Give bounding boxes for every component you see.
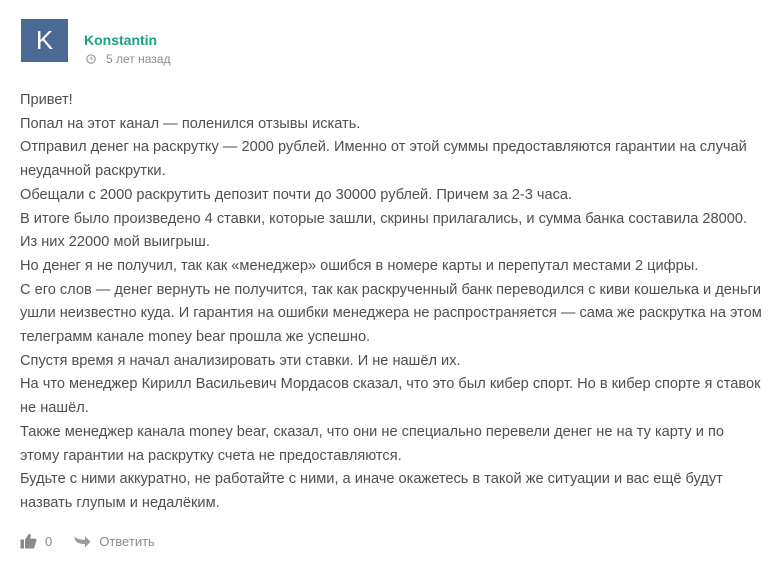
avatar: K: [21, 19, 68, 62]
comment-paragraph: Попал на этот канал — поленился отзывы искать.: [20, 115, 361, 132]
comment-paragraph: Привет!: [20, 92, 73, 108]
reply-label: Ответить: [99, 533, 155, 549]
comment-paragraph: Будьте с ними аккуратно, не работайте с ними, а иначе окажетесь в такой же ситуации и вас ещё будут назвать глупым и недалёким.: [20, 471, 723, 511]
comment-paragraph: В итоге было произведено 4 ставки, которые зашли, скрины прилагались, и сумма банка составила 28000. Из них 22000 мой выигрыш.: [20, 210, 748, 251]
comment-paragraph: На что менеджер Кирилл Васильевич Мордасов сказал, что это был кибер спорт. Но в кибер спорте я ставок не нашёл.: [20, 376, 761, 417]
comment-actions: [20, 531, 155, 551]
comment-time: 5 лет назад: [106, 52, 171, 66]
comment-meta: [86, 52, 170, 66]
clock-icon: [86, 54, 96, 64]
comment-paragraph: С его слов — денег вернуть не получится, так как раскрученный банк переводился с киви кошелька и деньги ушли неизвестно куда. И гарантия на ошибки менеджера не распространяется — сама же раскрутка на этом телеграмм канале money bear прошла же успешно.: [20, 281, 762, 346]
comment-paragraph: Обещали с 2000 раскрутить депозит почти до 30000 рублей. Причем за 2-3 часа.: [20, 186, 573, 203]
reply-arrow-icon: [74, 535, 91, 548]
like-count: 0: [45, 533, 53, 549]
comment-paragraph: Отправил денег на раскрутку — 2000 рублей. Именно от этой суммы предоставляются гарантии на случай неудачной раскрутки.: [20, 139, 747, 180]
thumbs-up-icon[interactable]: [20, 533, 37, 549]
comment-paragraph: Но денег я не получил, так как «менеджер» ошибся в номере карты и перепутал местами 2 цифры.: [20, 257, 699, 274]
author-name[interactable]: Konstantin: [84, 32, 158, 48]
comment-paragraph: Спустя время я начал анализировать эти ставки. И не нашёл их.: [20, 352, 461, 369]
reply-button[interactable]: [74, 534, 155, 549]
comment-body: [20, 89, 765, 516]
comment-paragraph: Также менеджер канала money bear, сказал, что они не специально перевели денег не на ту карту и по этому гарантии на раскрутку счета не предоставляются.: [20, 423, 724, 464]
